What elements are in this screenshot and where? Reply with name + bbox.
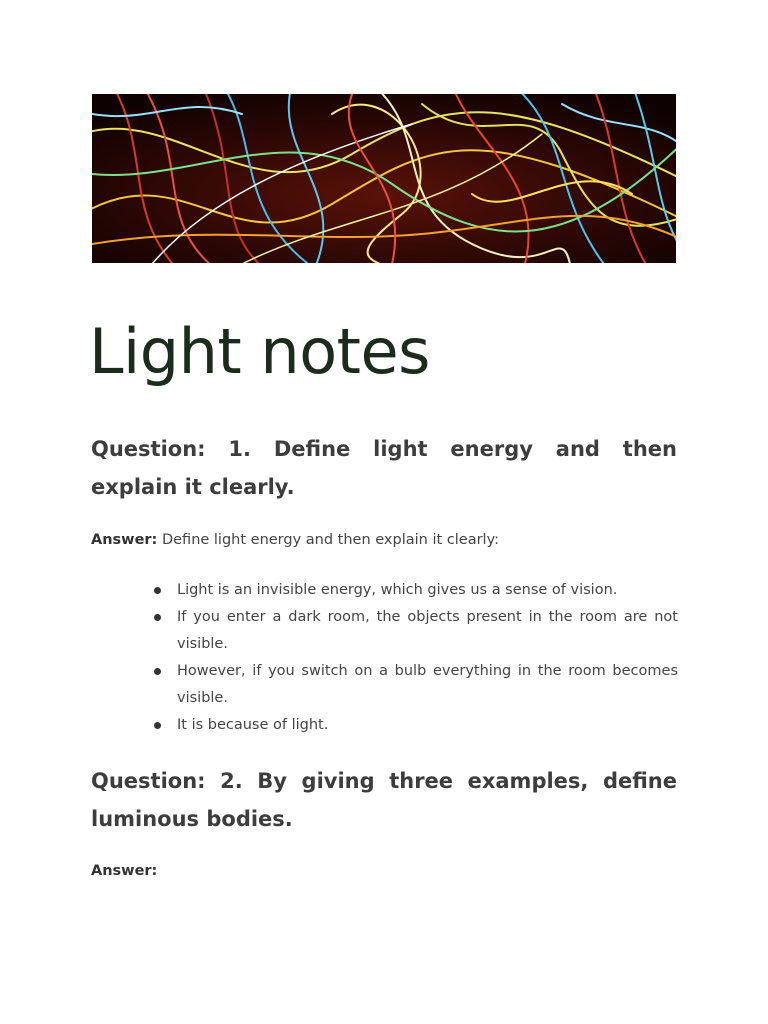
list-item-text: Light is an invisible energy, which gives us a sense of vision.	[177, 582, 618, 598]
list-item-text: However, if you switch on a bulb everything in the room becomes visible.	[177, 663, 678, 706]
bullet-icon	[154, 587, 161, 594]
question-2: Question: 2. By giving three examples, define luminous bodies.	[91, 769, 677, 831]
answer-1-text: Define light energy and then explain it clearly:	[157, 532, 499, 548]
answer-1-label: Answer:	[91, 532, 158, 548]
list-item	[152, 712, 678, 739]
page-title: Light notes	[89, 315, 430, 388]
question-1: Question: 1. Define light energy and then explain it clearly.	[91, 437, 677, 499]
list-item	[152, 658, 678, 712]
list-item-text: If you enter a dark room, the objects present in the room are not visible.	[177, 609, 678, 652]
bullet-icon	[154, 614, 161, 621]
light-trails-banner-image	[92, 94, 676, 263]
list-item	[152, 604, 678, 658]
answer-1	[91, 530, 677, 550]
answer-2-label: Answer:	[91, 863, 158, 879]
answer-2	[91, 861, 677, 881]
list-item	[152, 577, 678, 604]
bullet-icon	[154, 668, 161, 675]
answer-1-bullet-list	[152, 577, 678, 739]
list-item-text: It is because of light.	[177, 717, 329, 733]
light-trails-graphic	[92, 94, 676, 263]
bullet-icon	[154, 722, 161, 729]
